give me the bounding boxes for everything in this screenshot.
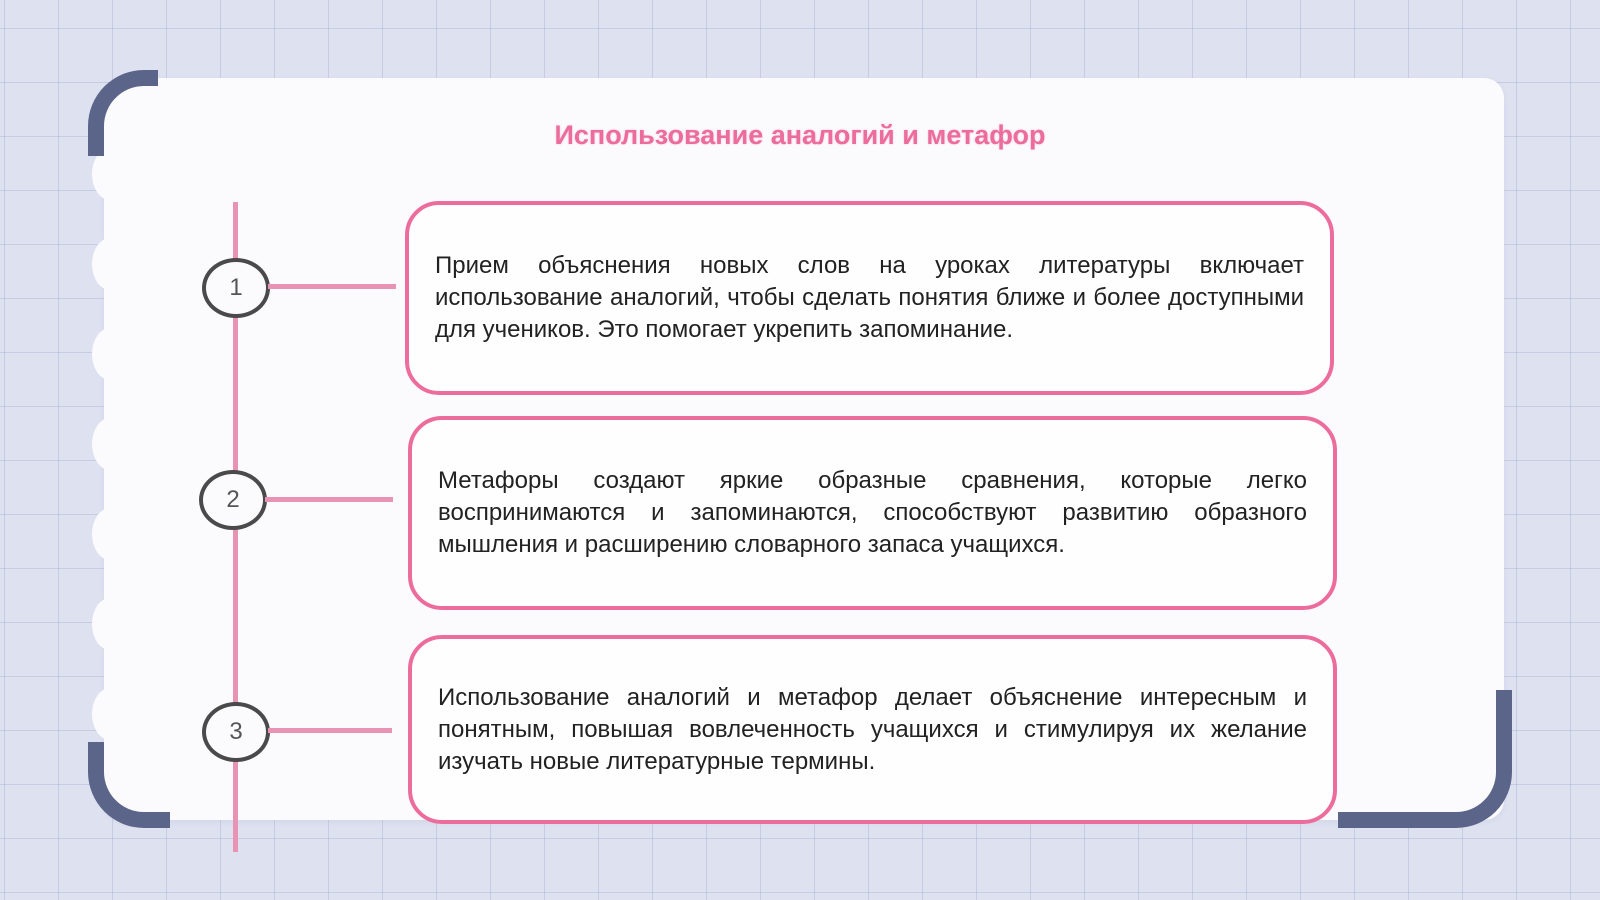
paper-edge-scallop xyxy=(92,418,128,470)
step-1-connector xyxy=(268,284,396,289)
step-1-card xyxy=(405,201,1334,395)
slide-title: Использование аналогий и метафор xyxy=(554,120,1046,150)
paper-edge-scallop xyxy=(92,508,128,560)
corner-bracket-top-left xyxy=(88,70,158,156)
step-2-card xyxy=(408,416,1337,610)
step-3-connector xyxy=(268,728,392,733)
step-2-connector xyxy=(265,497,393,502)
corner-bracket-bottom-right xyxy=(1338,690,1512,828)
step-2-number-badge: 2 xyxy=(199,470,267,530)
paper-edge-scallop xyxy=(92,238,128,290)
corner-bracket-bottom-left xyxy=(88,742,170,828)
step-3-number-badge: 3 xyxy=(202,702,270,762)
step-1-number-badge: 1 xyxy=(202,258,270,318)
paper-edge-scallop xyxy=(92,688,128,740)
step-3-text: Использование аналогий и метафор делает объяснение интересным и понятным, повышая вовлеченность учащихся и стимулируя их желание изучать новые литературные термины. xyxy=(438,683,1307,775)
step-1-text: Прием объяснения новых слов на уроках литературы включает использование аналогий, чтобы сделать понятия ближе и более доступными для учеников. Это помогает укрепить запоминание. xyxy=(435,252,1304,343)
paper-edge-scallop xyxy=(92,598,128,650)
paper-edge-scallop xyxy=(92,328,128,380)
step-3-card xyxy=(408,635,1337,824)
step-2-text: Метафоры создают яркие образные сравнения, которые легко воспринимаются и запоминаются, способствуют развитию образного мышления и расширению словарного запаса учащихся. xyxy=(438,467,1307,558)
